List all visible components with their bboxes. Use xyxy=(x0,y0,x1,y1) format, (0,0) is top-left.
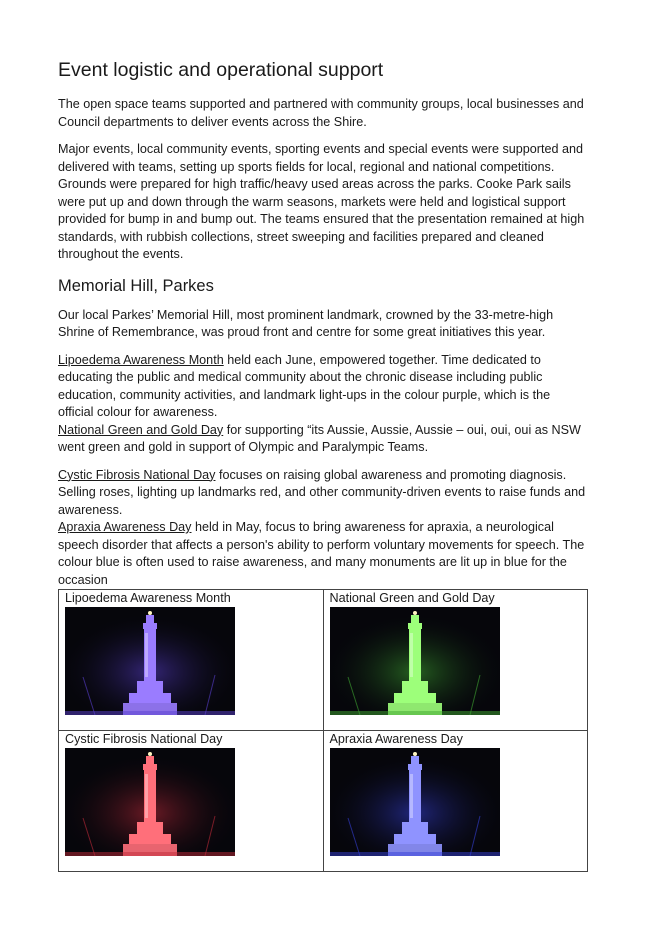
photo-cell xyxy=(59,590,324,731)
events-intro-paragraph: The open space teams supported and partnered with community groups, local businesses and Council departments to deliver events across the Shire. xyxy=(58,97,584,129)
photo-cell xyxy=(59,731,324,872)
memorial-heading: Memorial Hill, Parkes xyxy=(58,276,214,295)
memorial-photo xyxy=(65,748,235,856)
events-heading: Event logistic and operational support xyxy=(58,59,384,81)
memorial-photo xyxy=(330,607,500,715)
lipoedema-text: held each June, empowered together. Time dedicated to educating the public and medical community about the chronic disease including public education, community activities, and landmark light-ups in the colour purple, which is the official colour for awareness. xyxy=(58,352,551,419)
photo-cell xyxy=(323,590,588,731)
apraxia-link[interactable]: Apraxia Awareness Day xyxy=(58,520,192,534)
green-gold-link[interactable]: National Green and Gold Day xyxy=(58,422,224,437)
photo-caption: Cystic Fibrosis National Day xyxy=(65,732,223,746)
photo-grid xyxy=(58,589,588,872)
cystic-link[interactable]: Cystic Fibrosis National Day xyxy=(58,467,216,482)
lipoedema-link[interactable]: Lipoedema Awareness Month xyxy=(58,352,224,367)
green-gold-paragraph xyxy=(58,422,588,457)
apraxia-text: held in May, focus to bring awareness for apraxia, a neurological speech disorder that affects a person's ability to perform voluntary movements for speech. The colour blue is often used to raise awareness, and many monuments are lit up in blue for the occasion xyxy=(58,520,585,587)
photo-caption: Lipoedema Awareness Month xyxy=(65,591,231,605)
memorial-photo xyxy=(330,748,500,856)
photo-cell xyxy=(323,731,588,872)
photo-caption: Apraxia Awareness Day xyxy=(329,732,463,746)
cystic-paragraph xyxy=(58,467,588,520)
lipoedema-paragraph xyxy=(58,352,588,422)
page-content xyxy=(58,56,588,872)
memorial-intro-paragraph: Our local Parkes’ Memorial Hill, most prominent landmark, crowned by the 33-metre-high Shrine of Remembrance, was proud front and centre for some great initiatives this year. xyxy=(58,307,554,339)
memorial-photo xyxy=(65,607,235,715)
cystic-text: focuses on raising global awareness and promoting diagnosis. Selling roses, lighting up landmarks red, and other community-driven events to raise funds and awareness. xyxy=(58,467,586,517)
apraxia-paragraph xyxy=(58,519,588,589)
green-gold-text: for supporting “its Aussie, Aussie, Aussie – oui, oui, oui as NSW went green and gold in support of Olympic and Paralympic Teams. xyxy=(58,422,581,454)
events-detail-paragraph: Major events, local community events, sporting events and special events were supported and delivered with teams, setting up sports fields for local, regional and national competitions. Grounds were prepared for high traffic/heavy used areas across the parks. Cooke Park sails were put up and down through the warm seasons, markets were held and logistical support provided for bump in and bump out. The teams ensured that the presentation remained at high standards, with rubbish collections, street sweeping and facilities prepared and cleaned throughout the events. xyxy=(58,142,585,261)
photo-caption: National Green and Gold Day xyxy=(329,591,495,605)
